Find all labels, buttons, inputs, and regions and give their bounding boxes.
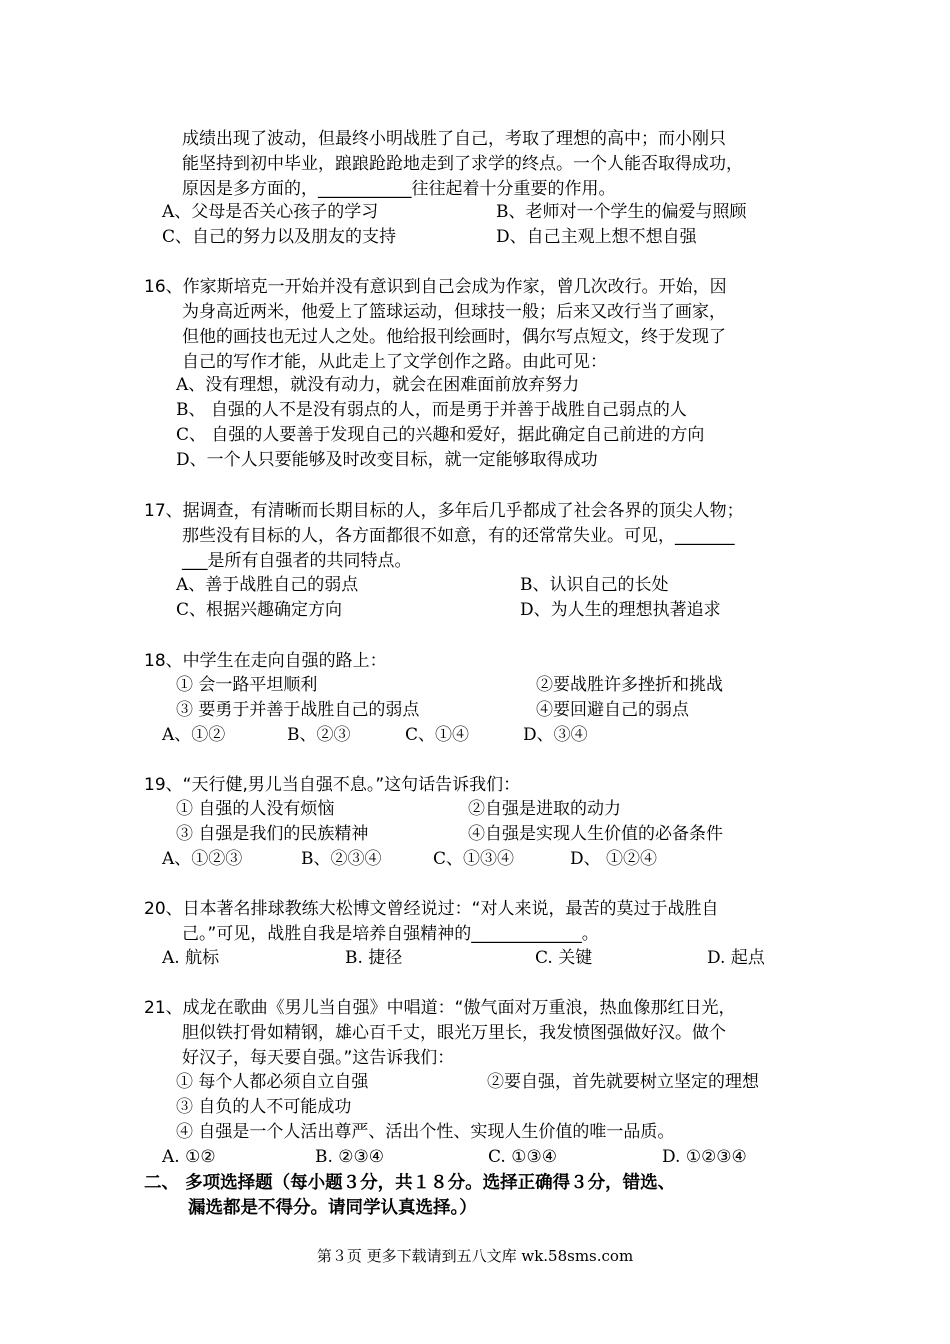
q15-option-a: A、父母是否关心孩子的学习 [162, 202, 379, 222]
q21-item-2: ②要自强，首先就要树立坚定的理想 [487, 1072, 759, 1092]
q19-option-b: B、②③④ [301, 849, 382, 869]
q20-option-b: B. 捷径 [345, 948, 403, 968]
q15-option-d: D、自己主观上想不想自强 [496, 227, 697, 247]
q16-option-a: A、没有理想，就没有动力，就会在困难面前放弃努力 [176, 375, 580, 395]
q21-option-b: B. ②③④ [315, 1147, 385, 1167]
q18-option-d: D、③④ [523, 725, 588, 745]
section-2-heading-cont: 漏选都是不得分。请同学认真选择。） [188, 1198, 477, 1218]
q15-line-3: 原因是多方面的，___________往往起着十分重要的作用。 [182, 179, 616, 199]
q18-option-b: B、②③ [287, 725, 351, 745]
q21-line-3: 好汉子，每天要自强。”这告诉我们： [182, 1048, 455, 1068]
q17-option-d: D、为人生的理想执著追求 [520, 600, 721, 620]
q21-item-1: ① 每个人都必须自立自强 [176, 1072, 369, 1092]
q21-option-d: D. ①②③④ [662, 1147, 747, 1167]
q18-item-1: ① 会一路平坦顺利 [176, 675, 318, 695]
page-footer: 第３页 更多下载请到五八文库 wk.58sms.com [316, 1247, 634, 1265]
q21-line-2: 胆似铁打骨如精钢，雄心百千丈，眼光万里长，我发愤图强做好汉。做个 [182, 1023, 726, 1043]
q20-option-c: C. 关键 [535, 948, 593, 968]
q16-option-c: C、 自强的人要善于发现自己的兴趣和爱好，据此确定自己前进的方向 [176, 425, 705, 445]
q17-option-c: C、根据兴趣确定方向 [176, 600, 343, 620]
q18-option-a: A、①② [162, 725, 226, 745]
q21-item-4: ④ 自强是一个人活出尊严、活出个性、实现人生价值的唯一品质。 [176, 1122, 675, 1142]
q15-option-c: C、自己的努力以及朋友的支持 [162, 227, 397, 247]
q18-item-3: ③ 要勇于并善于战胜自己的弱点 [176, 700, 420, 720]
q19-option-a: A、①②③ [162, 849, 243, 869]
q18-item-4: ④要回避自己的弱点 [536, 700, 689, 720]
q19-option-c: C、①③④ [433, 849, 515, 869]
q15-line-1: 成绩出现了波动，但最终小明战胜了自己，考取了理想的高中；而小刚只 [182, 129, 726, 149]
q19-stem: 19、“天行健,男儿当自强不息。”这句话告诉我们： [144, 775, 521, 795]
q20-line-2: 己。”可见，战胜自我是培养自强精神的_____________。 [182, 924, 599, 944]
q18-item-2: ②要战胜许多挫折和挑战 [536, 675, 723, 695]
q20-option-a: A. 航标 [162, 948, 220, 968]
q21-option-c: C. ①③④ [488, 1147, 557, 1167]
q20-line-1: 20、日本著名排球教练大松博文曾经说过：“对人来说，最苦的莫过于战胜自 [144, 899, 719, 919]
q21-item-3: ③ 自负的人不可能成功 [176, 1097, 352, 1117]
q16-line-3: 但他的画技也无过人之处。他给报刊绘画时，偶尔写点短文，终于发现了 [182, 327, 726, 347]
q17-option-b: B、认识自己的长处 [520, 575, 669, 595]
q21-line-1: 21、成龙在歌曲《男儿当自强》中唱道：“傲气面对万重浪，热血像那红日光， [144, 998, 736, 1018]
q16-option-b: B、 自强的人不是没有弱点的人，而是勇于并善于战胜自己弱点的人 [176, 400, 687, 420]
q15-line-2: 能坚持到初中毕业，踉踉跄跄地走到了求学的终点。一个人能否取得成功， [182, 154, 743, 174]
q19-item-1: ① 自强的人没有烦恼 [176, 799, 335, 819]
q17-line-1: 17、据调查，有清晰而长期目标的人，多年后几乎都成了社会各界的顶尖人物； [144, 501, 744, 521]
q18-stem: 18、中学生在走向自强的路上： [144, 651, 387, 671]
q15-option-b: B、老师对一个学生的偏爱与照顾 [496, 202, 747, 222]
q17-line-2: 那些没有目标的人，各方面都很不如意，有的还常常失业。可见，_______ [182, 526, 735, 546]
q20-option-d: D. 起点 [707, 948, 765, 968]
q19-option-d: D、 ①②④ [570, 849, 658, 869]
section-2-heading: 二、 多项选择题（每小题３分，共１８分。选择正确得３分，错选、 [144, 1173, 676, 1193]
q21-option-a: A. ①② [162, 1147, 216, 1167]
q16-line-1: 16、作家斯培克一开始并没有意识到自己会成为作家，曾几次改行。开始，因 [144, 277, 727, 297]
q18-option-c: C、①④ [405, 725, 470, 745]
q17-option-a: A、善于战胜自己的弱点 [176, 575, 359, 595]
q16-line-4: 自己的写作才能，从此走上了文学创作之路。由此可见： [182, 352, 607, 372]
q16-option-d: D、一个人只要能够及时改变目标，就一定能够取得成功 [176, 450, 598, 470]
q19-item-3: ③ 自强是我们的民族精神 [176, 824, 369, 844]
q16-line-2: 为身高近两米，他爱上了篮球运动，但球技一般；后来又改行当了画家， [182, 302, 726, 322]
q19-item-4: ④自强是实现人生价值的必备条件 [468, 824, 723, 844]
q19-item-2: ②自强是进取的动力 [468, 799, 621, 819]
q17-line-3: ___是所有自强者的共同特点。 [182, 551, 412, 571]
